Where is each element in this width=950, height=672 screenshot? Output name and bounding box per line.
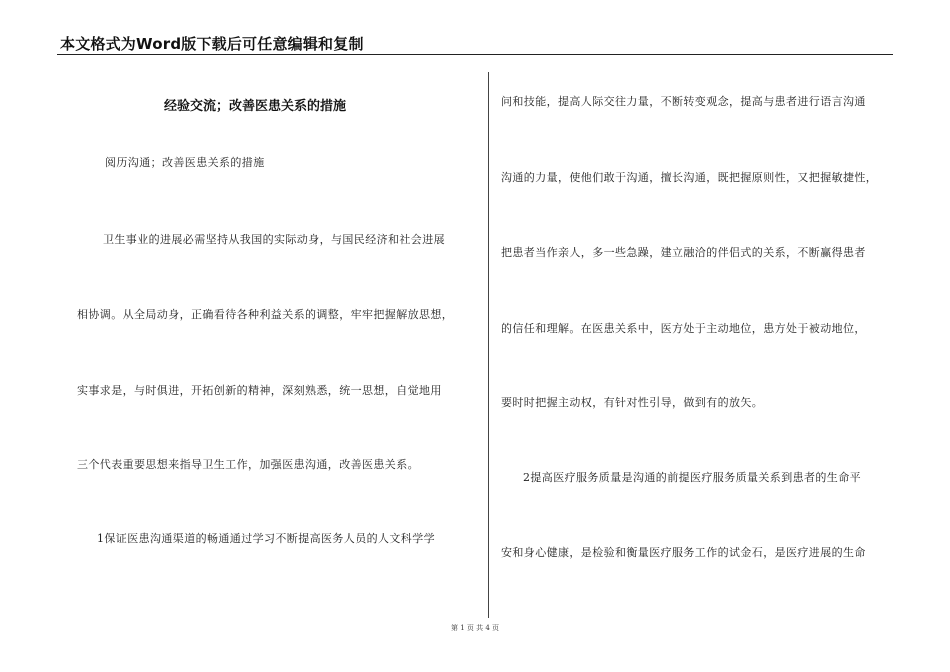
right-line-2: 沟通的力量，使他们敢于沟通，擅长沟通，既把握原则性，又把握敏捷性，: [501, 171, 878, 184]
left-line-5: 三个代表重要思想来指导卫生工作，加强医患沟通，改善医患关系。: [77, 458, 419, 471]
left-line-3: 相协调。从全局动身，正确看待各种利益关系的调整，牢牢把握解放思想，: [77, 308, 454, 321]
right-line-4: 的信任和理解。在医患关系中，医方处于主动地位，患方处于被动地位，: [501, 322, 866, 335]
document-banner: 本文格式为Word版下载后可任意编辑和复制: [60, 35, 364, 53]
right-line-5: 要时时把握主动权，有针对性引导，做到有的放矢。: [501, 396, 764, 409]
left-line-2: 卫生事业的进展必需坚持从我国的实际动身，与国民经济和社会进展: [103, 233, 445, 246]
article-title: 经验交流；改善医患关系的措施: [164, 99, 347, 114]
right-line-3: 把患者当作亲人，多一些急躁，建立融洽的伴侣式的关系，不断赢得患者: [501, 246, 866, 259]
left-line-4: 实事求是，与时俱进，开拓创新的精神，深刻熟悉，统一思想，自觉地用: [77, 384, 442, 397]
banner-divider: [57, 54, 893, 55]
left-line-1: 阅历沟通；改善医患关系的措施: [105, 156, 265, 169]
page-number: 第 1 页 共 4 页: [450, 624, 500, 632]
right-line-7: 安和身心健康，是检验和衡量医疗服务工作的试金石，是医疗进展的生命: [501, 546, 866, 559]
right-line-6: 2提高医疗服务质量是沟通的前提医疗服务质量关系到患者的生命平: [523, 471, 861, 484]
right-line-1: 问和技能，提高人际交往力量，不断转变观念，提高与患者进行语言沟通: [501, 95, 866, 108]
left-line-6: 1保证医患沟通渠道的畅通通过学习不断提高医务人员的人文科学学: [97, 532, 435, 545]
column-divider: [488, 72, 489, 618]
